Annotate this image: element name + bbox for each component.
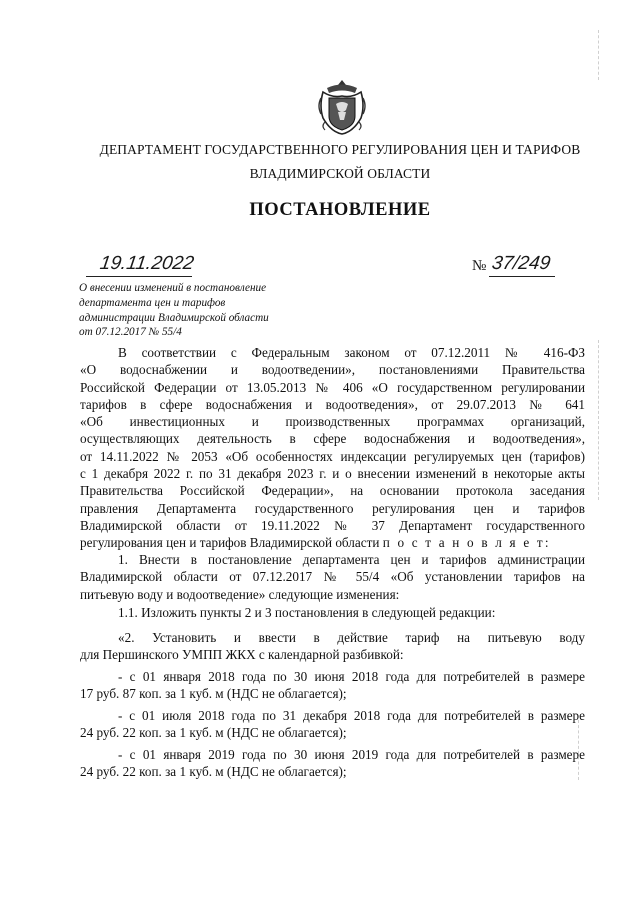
tariff-period-2019-h1 xyxy=(80,746,585,781)
text-line: от 14.11.2022 № 2053 «Об особенностях индексации регулируемых цен (тарифов) xyxy=(80,448,585,464)
department-name-line1: ДЕПАРТАМЕНТ ГОСУДАРСТВЕННОГО РЕГУЛИРОВАНИЯ ЦЕН И ТАРИФОВ xyxy=(99,142,581,157)
subject-line: администрации Владимирской области xyxy=(79,311,269,324)
text-line xyxy=(80,534,585,551)
coat-of-arms-emblem xyxy=(317,78,367,136)
paragraph-item-1-1 xyxy=(80,604,585,621)
text-line: «О водоснабжении и водоотведении», постановлениями Правительства xyxy=(80,362,585,378)
text-line: с 1 декабря 2022 г. по 31 декабря 2023 г. и о внесении изменений в некоторые акты xyxy=(80,466,585,482)
text-line: для Першинского УМПП ЖКХ с календарной разбивкой: xyxy=(80,647,404,663)
text-line: - с 01 января 2019 года по 30 июня 2019 года для потребителей в размере xyxy=(118,747,585,762)
subject-line: О внесении изменений в постановление xyxy=(79,282,267,294)
subject-line: департамента цен и тарифов xyxy=(79,296,226,309)
scan-artifact xyxy=(598,340,599,500)
tariff-period-2018-h1 xyxy=(80,668,585,703)
text-line: «Об инвестиционных и производственных программах организаций, xyxy=(80,414,585,430)
document-subject xyxy=(79,281,309,340)
text-line: Правительства Российской Федерации», на основании протокола заседания xyxy=(80,483,585,499)
paragraph-clause-2 xyxy=(80,629,585,664)
paragraph-item-1 xyxy=(80,551,585,603)
text-line: тарифов в сфере водоснабжения и водоотведения», от 29.07.2013 № 641 xyxy=(80,396,585,412)
text-line: - с 01 января 2018 года по 30 июня 2018 года для потребителей в размере xyxy=(118,669,585,684)
scan-artifact xyxy=(578,720,579,780)
subject-line: от 07.12.2017 № 55/4 xyxy=(79,326,182,339)
text-line: Владимирской области от 19.11.2022 № 37 Департамент государственного xyxy=(80,517,585,533)
text-line: - с 01 июля 2018 года по 31 декабря 2018 года для потребителей в размере xyxy=(118,708,585,723)
department-name-line2: ВЛАДИМИРСКОЙ ОБЛАСТИ xyxy=(249,166,431,181)
text-line: осуществляющих деятельность в сфере водоснабжения и водоотведения», xyxy=(80,431,585,447)
resolution-word: п о с т а н о в л я е т: xyxy=(382,535,551,551)
text-line: Российской Федерации от 13.05.2013 № 406 «О государственном регулировании xyxy=(80,379,585,395)
paragraph-preamble xyxy=(80,344,585,552)
text-line: Владимирской области от 07.12.2017 № 55/4 «Об установлении тарифов на xyxy=(80,569,585,585)
number-underline xyxy=(489,276,555,277)
document-date: 19.11.2022 xyxy=(98,253,196,274)
text-line: 17 руб. 87 коп. за 1 куб. м (НДС не облагается); xyxy=(80,686,347,702)
number-sign: № xyxy=(472,258,487,274)
text-line: 24 руб. 22 коп. за 1 куб. м (НДС не облагается); xyxy=(80,725,347,741)
text-line: правления Департамента государственного регулирования цен и тарифов xyxy=(80,500,585,516)
tariff-period-2018-h2 xyxy=(80,707,585,742)
scan-artifact xyxy=(598,30,599,80)
date-underline xyxy=(86,276,192,277)
text-line-part: регулирования цен и тарифов Владимирской области xyxy=(80,535,380,551)
text-line: В соответствии с Федеральным законом от 07.12.2011 № 416-ФЗ xyxy=(118,345,585,360)
document-number: 37/249 xyxy=(490,253,552,274)
document-type-title: ПОСТАНОВЛЕНИЕ xyxy=(249,200,431,220)
text-line: 1.1. Изложить пункты 2 и 3 постановления в следующей редакции: xyxy=(118,605,496,620)
text-line: «2. Установить и ввести в действие тариф на питьевую воду xyxy=(118,630,585,645)
text-line: питьевую воду и водоотведение» следующие изменения: xyxy=(80,586,400,602)
text-line: 24 руб. 22 коп. за 1 куб. м (НДС не облагается); xyxy=(80,764,347,780)
text-line: 1. Внести в постановление департамента цен и тарифов администрации xyxy=(118,552,585,567)
